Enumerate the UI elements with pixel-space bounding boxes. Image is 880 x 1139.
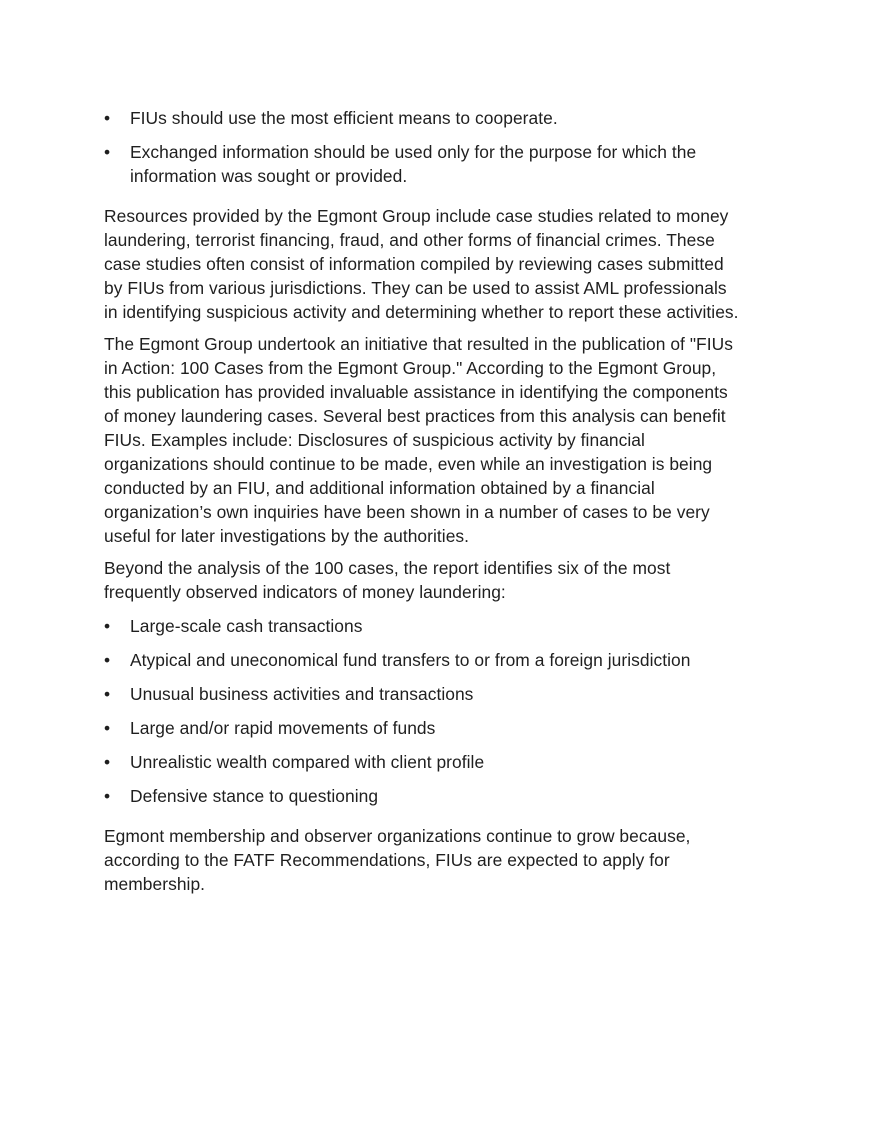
bullet-icon: •	[104, 718, 111, 738]
bullet-icon: •	[104, 650, 111, 670]
bullet-icon: •	[104, 108, 111, 128]
bullet-icon: •	[104, 616, 111, 636]
bullet-icon: •	[104, 786, 111, 806]
list-item-text: Atypical and uneconomical fund transfers to or from a foreign jurisdiction	[130, 650, 691, 670]
list-item-text: Unusual business activities and transactions	[130, 684, 474, 704]
list-item	[104, 140, 744, 188]
paragraph-indicators-intro: Beyond the analysis of the 100 cases, the report identifies six of the most frequently observed indicators of money laundering:	[104, 558, 671, 602]
list-item-text: Large and/or rapid movements of funds	[130, 718, 436, 738]
list-item	[104, 784, 744, 808]
list-item	[104, 614, 744, 638]
paragraph-resources: Resources provided by the Egmont Group include case studies related to money laundering, terrorist financing, fraud, and other forms of financial crimes. These case studies often consist of information compiled by reviewing cases submitted by FIUs from various jurisdictions. They can be used to assist AML professionals in identifying suspicious activity and determining whether to report these activities.	[104, 206, 739, 322]
list-item-text: Exchanged information should be used only for the purpose for which the information was sought or provided.	[130, 142, 697, 186]
bullet-icon: •	[104, 752, 111, 772]
cooperation-principles-list	[104, 106, 744, 188]
list-item	[104, 106, 744, 130]
list-item	[104, 750, 744, 774]
list-item	[104, 682, 744, 706]
list-item-text: Defensive stance to questioning	[130, 786, 379, 806]
list-item	[104, 716, 744, 740]
list-item-text: FIUs should use the most efficient means to cooperate.	[130, 108, 558, 128]
list-item-text: Unrealistic wealth compared with client profile	[130, 752, 485, 772]
paragraph-initiative: The Egmont Group undertook an initiative that resulted in the publication of "FIUs in Action: 100 Cases from the Egmont Group." According to the Egmont Group, this publication has provided invaluable assistance in identifying the components of money laundering cases. Several best practices from this analysis can benefit FIUs. Examples include: Disclosures of suspicious activity by financial organizations should continue to be made, even while an investigation is being conducted by an FIU, and additional information obtained by a financial organization’s own inquiries have been shown in a number of cases to be very useful for later investigations by the authorities.	[104, 334, 733, 546]
list-item	[104, 648, 744, 672]
document-page	[104, 106, 744, 904]
bullet-icon: •	[104, 142, 111, 162]
paragraph-membership: Egmont membership and observer organizations continue to grow because, according to the FATF Recommendations, FIUs are expected to apply for membership.	[104, 826, 691, 894]
list-item-text: Large-scale cash transactions	[130, 616, 363, 636]
bullet-icon: •	[104, 684, 111, 704]
money-laundering-indicators-list	[104, 614, 744, 808]
